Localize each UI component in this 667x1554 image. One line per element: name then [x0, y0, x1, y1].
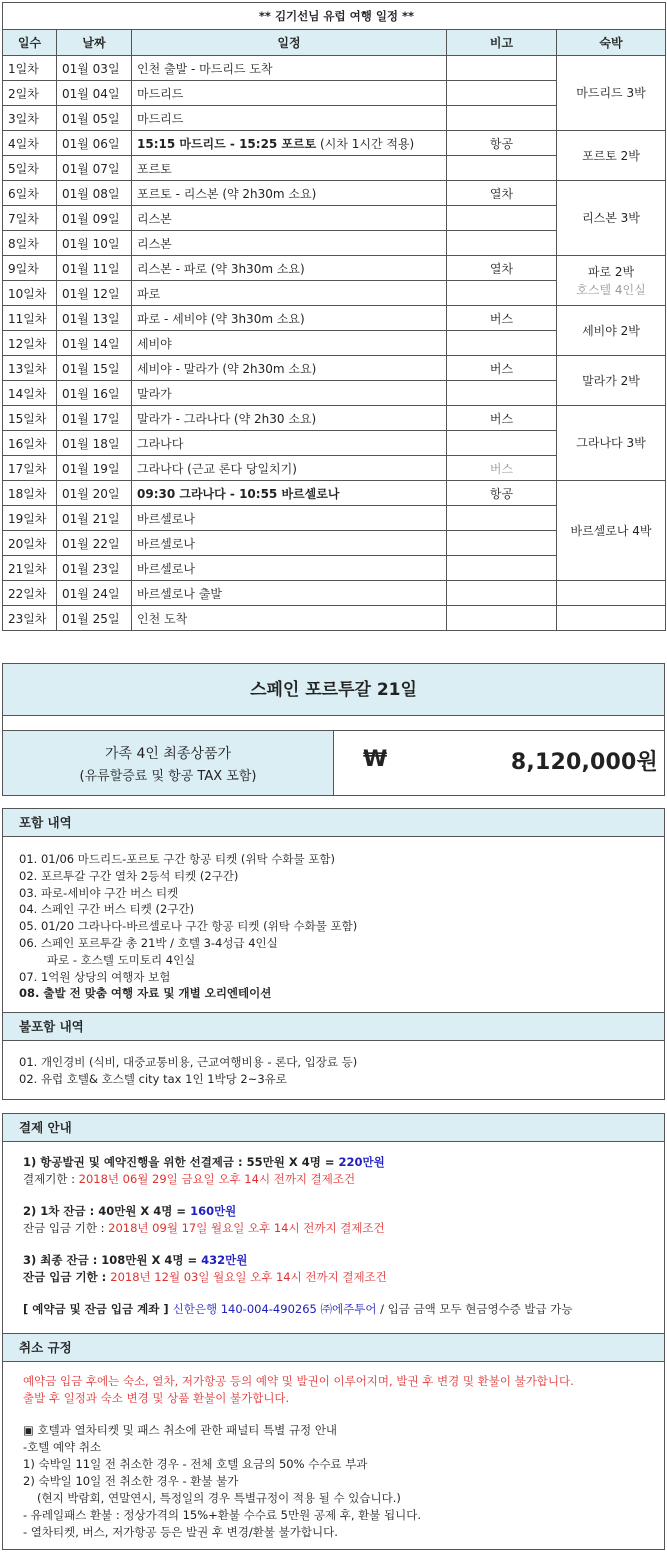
- list-item: 파로 - 호스텔 도미토리 4인실: [47, 952, 196, 967]
- table-row: [3, 256, 666, 281]
- day-cell: 12일차: [3, 331, 57, 356]
- payment-section: [2, 1113, 665, 1550]
- note-cell: 열차: [447, 181, 557, 206]
- plan-cell: 바르셀로나: [132, 506, 447, 531]
- stay-cell: [557, 181, 666, 256]
- plan-cell: 파로: [132, 281, 447, 306]
- day-cell: 23일차: [3, 606, 57, 631]
- date-cell: 01월 04일: [57, 81, 132, 106]
- date-cell: 01월 05일: [57, 106, 132, 131]
- date-cell: 01월 25일: [57, 606, 132, 631]
- account-info: [ 예약금 및 잔금 입금 계좌 ] 신한은행 140-004-490265 ㈜에주투어 / 입금 금액 모두 현금영수증 발급 가능: [23, 1302, 573, 1316]
- day-cell: 1일차: [3, 56, 57, 81]
- day-cell: 17일차: [3, 456, 57, 481]
- cancel-warning: 예약금 입금 후에는 숙소, 열차, 저가항공 등의 예약 및 발권이 이루어지며, 발권 후 변경 및 환불이 불가합니다.: [23, 1374, 574, 1388]
- date-cell: 01월 08일: [57, 181, 132, 206]
- day-cell: 15일차: [3, 406, 57, 431]
- note-cell: [447, 106, 557, 131]
- note-cell: [447, 581, 557, 606]
- price-amount: 8,120,000원: [510, 750, 658, 775]
- plan-cell: 리스본: [132, 206, 447, 231]
- stay-sublabel: 호스텔 4인실: [576, 282, 646, 297]
- payment-3-deadline: 잔금 입금 기한 : 2018년 12월 03일 월요일 오후 14시 전까지 결제조건: [23, 1270, 387, 1284]
- day-cell: 20일차: [3, 531, 57, 556]
- day-cell: 9일차: [3, 256, 57, 281]
- date-cell: 01월 15일: [57, 356, 132, 381]
- list-item: (현지 박람회, 연말연시, 특정일의 경우 특별규정이 적용 될 수 있습니다.): [37, 1491, 401, 1505]
- stay-cell: [557, 406, 666, 481]
- header-stay: 숙박: [557, 30, 666, 56]
- plan-cell: 세비야 - 말라가 (약 2h30m 소요): [132, 356, 447, 381]
- plan-cell: 인천 도착: [132, 606, 447, 631]
- plan-cell: 포르토: [132, 156, 447, 181]
- list-item: - 열차티켓, 버스, 저가항공 등은 발권 후 변경/환불 불가합니다.: [23, 1525, 338, 1539]
- day-cell: 7일차: [3, 206, 57, 231]
- day-cell: 3일차: [3, 106, 57, 131]
- date-cell: 01월 21일: [57, 506, 132, 531]
- payment-2: 2) 1차 잔금 : 40만원 X 4명 = 160만원: [23, 1204, 237, 1218]
- stay-cell: [557, 131, 666, 181]
- plan-cell: 세비야: [132, 331, 447, 356]
- itinerary-caption: ** 김기선님 유럽 여행 일정 **: [3, 3, 666, 30]
- list-item: 02. 유럽 호텔& 호스텔 city tax 1인 1박당 2~3유로: [19, 1071, 287, 1086]
- list-item: 08. 출발 전 맞춤 여행 자료 및 개별 오리엔테이션: [19, 986, 272, 1001]
- note-cell: 버스: [447, 356, 557, 381]
- plan-cell: 그라나다 (근교 론다 당일치기): [132, 456, 447, 481]
- payment-1: 1) 항공발권 및 예약진행을 위한 선결제금 : 55만원 X 4명 = 220만원: [23, 1155, 385, 1169]
- divider: [2, 715, 665, 731]
- plan-cell: 리스본 - 파로 (약 3h30m 소요): [132, 256, 447, 281]
- list-item: 01. 개인경비 (식비, 대중교통비용, 근교여행비용 - 론다, 입장료 등): [19, 1055, 358, 1069]
- section-title: 결제 안내: [3, 1114, 664, 1142]
- table-header: [3, 30, 666, 56]
- plan-cell: 리스본: [132, 231, 447, 256]
- stay-cell: [557, 306, 666, 356]
- note-cell: 열차: [447, 256, 557, 281]
- payment-1-deadline: 결제기한 : 2018년 06월 29일 금요일 오후 14시 전까지 결제조건: [23, 1172, 356, 1186]
- note-cell: 항공: [447, 131, 557, 156]
- list-item: - 유레일패스 환불 : 정상가격의 15%+환불 수수료 5만원 공제 후, 환불 됩니다.: [23, 1508, 421, 1522]
- day-cell: 5일차: [3, 156, 57, 181]
- date-cell: 01월 06일: [57, 131, 132, 156]
- table-row: [3, 131, 666, 156]
- stay-cell: [557, 581, 666, 606]
- date-cell: 01월 13일: [57, 306, 132, 331]
- section-title: 포함 내역: [3, 809, 664, 837]
- stay-cell: [557, 356, 666, 406]
- note-cell: [447, 81, 557, 106]
- payment-2-deadline: 잔금 입금 기한 : 2018년 09월 17일 월요일 오후 14시 전까지 결제조건: [23, 1221, 385, 1235]
- plan-cell: 바르셀로나: [132, 556, 447, 581]
- price-label-cell: [3, 731, 334, 795]
- note-cell: [447, 506, 557, 531]
- stay-label: 마드리드 3박: [576, 86, 646, 100]
- stay-cell: [557, 56, 666, 131]
- price-sub-label: (유류할증료 및 항공 TAX 포함): [79, 769, 257, 784]
- plan-cell: 바르셀로나: [132, 531, 447, 556]
- table-row: [3, 356, 666, 381]
- list-item: -호텔 예약 취소: [23, 1440, 102, 1454]
- plan-cell: 마드리드: [132, 81, 447, 106]
- date-cell: 01월 10일: [57, 231, 132, 256]
- date-cell: 01월 16일: [57, 381, 132, 406]
- date-cell: 01월 03일: [57, 56, 132, 81]
- included-section: [2, 808, 665, 1100]
- plan-bold-text: 15:15 마드리드 - 15:25 포르토: [137, 136, 317, 151]
- day-cell: 16일차: [3, 431, 57, 456]
- note-cell: [447, 156, 557, 181]
- plan-cell: 마드리드: [132, 106, 447, 131]
- header-plan: 일정: [132, 30, 447, 56]
- stay-cell: [557, 606, 666, 631]
- header-day: 일수: [3, 30, 57, 56]
- currency-symbol: ₩: [363, 747, 388, 772]
- day-cell: 11일차: [3, 306, 57, 331]
- date-cell: 01월 11일: [57, 256, 132, 281]
- note-cell: 버스: [447, 406, 557, 431]
- plan-cell: 바르셀로나 출발: [132, 581, 447, 606]
- header-date: 날짜: [57, 30, 132, 56]
- note-cell: 버스: [447, 456, 557, 481]
- stay-label: 말라가 2박: [582, 373, 640, 388]
- plan-cell: 인천 출발 - 마드리드 도착: [132, 56, 447, 81]
- list-item: 05. 01/20 그라나다-바르셀로나 구간 항공 티켓 (위탁 수화물 포함): [19, 919, 358, 934]
- note-cell: [447, 56, 557, 81]
- product-title: 스페인 포르투갈 21일: [2, 663, 665, 716]
- note-cell: 버스: [447, 306, 557, 331]
- plan-cell: 그라나다: [132, 431, 447, 456]
- stay-label: 세비야 2박: [582, 323, 640, 338]
- payment-3: 3) 최종 잔금 : 108만원 X 4명 = 432만원: [23, 1253, 248, 1267]
- stay-label: 포르토 2박: [582, 148, 640, 163]
- note-cell: [447, 206, 557, 231]
- list-item: 1) 숙박일 11일 전 취소한 경우 - 전체 호텔 요금의 50% 수수료 부과: [23, 1457, 368, 1471]
- stay-cell: [557, 481, 666, 581]
- table-row: [3, 56, 666, 81]
- day-cell: 4일차: [3, 131, 57, 156]
- header-note: 비고: [447, 30, 557, 56]
- list-item: 02. 포르투갈 구간 열차 2등석 티켓 (2구간): [19, 868, 239, 883]
- list-item: ▣ 호텔과 열차티켓 및 패스 취소에 관한 패널티 특별 규정 안내: [23, 1423, 338, 1437]
- table-row: [3, 481, 666, 506]
- list-item: 01. 01/06 마드리드-포르토 구간 항공 티켓 (위탁 수화물 포함): [19, 852, 335, 866]
- list-item: 06. 스페인 포르투갈 총 21박 / 호텔 3-4성급 4인실: [19, 935, 278, 950]
- cancel-warning: 출발 후 일정과 숙소 변경 및 상품 환불이 불가합니다.: [23, 1391, 290, 1405]
- note-cell: [447, 381, 557, 406]
- note-cell: [447, 431, 557, 456]
- note-cell: [447, 281, 557, 306]
- list-item: 07. 1억원 상당의 여행자 보험: [19, 969, 171, 984]
- stay-cell: [557, 256, 666, 306]
- date-cell: 01월 14일: [57, 331, 132, 356]
- date-cell: 01월 09일: [57, 206, 132, 231]
- plan-cell: 포르토 - 리스본 (약 2h30m 소요): [132, 181, 447, 206]
- day-cell: 10일차: [3, 281, 57, 306]
- stay-label: 바르셀로나 4박: [570, 523, 652, 538]
- list-item: 2) 숙박일 10일 전 취소한 경우 - 환불 불가: [23, 1474, 239, 1488]
- date-cell: 01월 19일: [57, 456, 132, 481]
- plan-cell: 말라가 - 그라나다 (약 2h30 소요): [132, 406, 447, 431]
- table-row: [3, 406, 666, 431]
- day-cell: 14일차: [3, 381, 57, 406]
- day-cell: 8일차: [3, 231, 57, 256]
- date-cell: 01월 12일: [57, 281, 132, 306]
- stay-label: 그라나다 3박: [576, 436, 646, 450]
- plan-cell: 파로 - 세비야 (약 3h30m 소요): [132, 306, 447, 331]
- section-title: 불포함 내역: [3, 1013, 664, 1041]
- date-cell: 01월 18일: [57, 431, 132, 456]
- section-title: 취소 규정: [3, 1334, 664, 1362]
- date-cell: 01월 24일: [57, 581, 132, 606]
- plan-cell: 말라가: [132, 381, 447, 406]
- note-cell: [447, 231, 557, 256]
- price-label: 가족 4인 최종상품가: [105, 746, 231, 762]
- note-cell: [447, 331, 557, 356]
- table-row: [3, 606, 666, 631]
- table-row: [3, 306, 666, 331]
- date-cell: 01월 23일: [57, 556, 132, 581]
- day-cell: 21일차: [3, 556, 57, 581]
- date-cell: 01월 22일: [57, 531, 132, 556]
- stay-label: 파로 2박: [587, 264, 635, 279]
- list-item: 04. 스페인 구간 버스 티켓 (2구간): [19, 902, 195, 917]
- day-cell: 22일차: [3, 581, 57, 606]
- table-row: [3, 181, 666, 206]
- plan-cell: [132, 131, 447, 156]
- table-row: [3, 581, 666, 606]
- day-cell: 18일차: [3, 481, 57, 506]
- list-item: 03. 파로-세비야 구간 버스 티켓: [19, 885, 179, 900]
- day-cell: 19일차: [3, 506, 57, 531]
- plan-text: (시차 1시간 적용): [316, 136, 415, 151]
- day-cell: 6일차: [3, 181, 57, 206]
- date-cell: 01월 07일: [57, 156, 132, 181]
- note-cell: [447, 556, 557, 581]
- itinerary-table: [2, 2, 666, 631]
- stay-label: 리스본 3박: [582, 211, 640, 225]
- note-cell: 항공: [447, 481, 557, 506]
- price-box: [2, 730, 665, 796]
- cancel-section: [3, 1333, 664, 1541]
- note-cell: [447, 531, 557, 556]
- note-cell: [447, 606, 557, 631]
- day-cell: 2일차: [3, 81, 57, 106]
- date-cell: 01월 20일: [57, 481, 132, 506]
- plan-cell: 09:30 그라나다 - 10:55 바르셀로나: [132, 481, 447, 506]
- date-cell: 01월 17일: [57, 406, 132, 431]
- day-cell: 13일차: [3, 356, 57, 381]
